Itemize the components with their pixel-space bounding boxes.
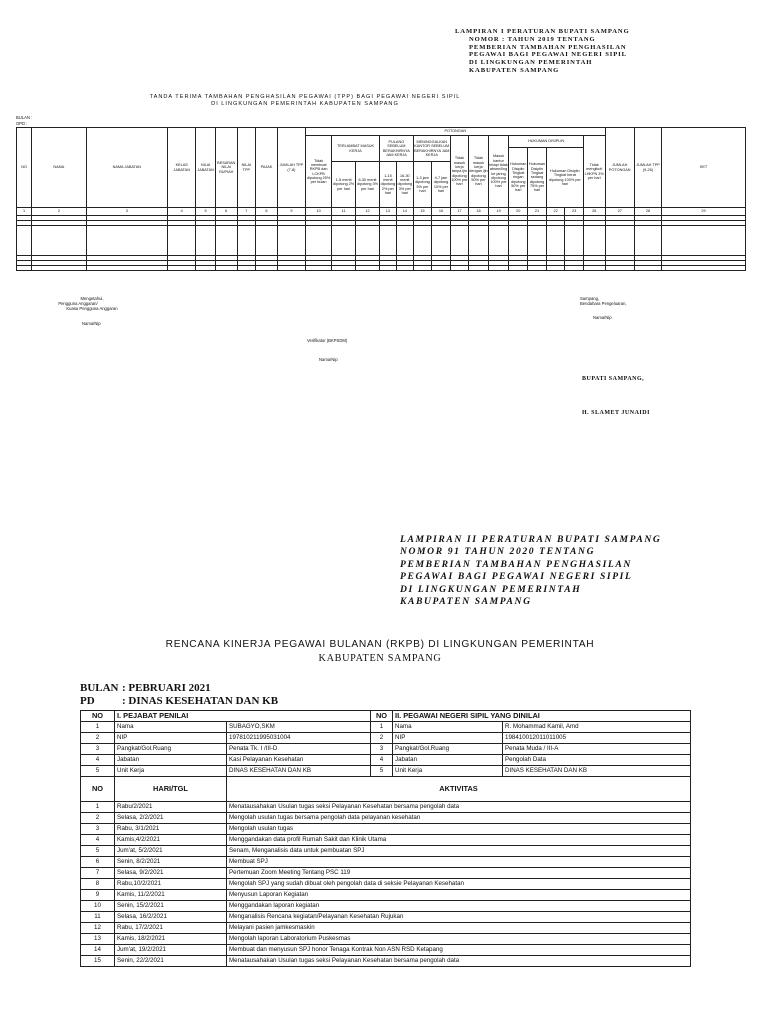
activity-row bbox=[81, 923, 691, 934]
column-number: 29 bbox=[662, 208, 746, 216]
column-number: 4 bbox=[168, 208, 196, 216]
blank-cell bbox=[379, 226, 396, 256]
rkpb-head-row bbox=[81, 711, 691, 722]
blank-cell bbox=[528, 226, 547, 256]
activity-date: Jum'at, 19/2/2021 bbox=[115, 945, 227, 956]
blank-cell bbox=[565, 226, 583, 256]
blank-cell bbox=[450, 226, 468, 256]
col-tidak-masuk: Tidak masuk kerja tanpa ijin dipotong 100% per hari bbox=[450, 136, 468, 208]
terlambat-header: TERLAMBAT MASUK KERJA bbox=[332, 136, 380, 162]
blank-cell bbox=[396, 226, 413, 256]
penilai-value: SUBAGYO,SKM bbox=[227, 722, 371, 733]
p1: 1-15 menit dipotong 2% per hari bbox=[379, 162, 396, 208]
activity-no: 3 bbox=[81, 824, 115, 835]
column-number: 23 bbox=[565, 208, 583, 216]
col-masuk-kantor: Masuk kantor tetapi tidak absen/ling ke jaring dipotong 100% per hari bbox=[488, 136, 509, 208]
dinilai-no: 5 bbox=[371, 766, 393, 777]
doc2-title-line: KABUPATEN SAMPANG bbox=[318, 652, 442, 664]
doc2-header-line: PEMBERIAN TAMBAHAN PENGHASILAN bbox=[400, 558, 632, 570]
col-tidak-upload: Tidak membuat RKPB dan LCKPB dipotong 25% per bulan bbox=[306, 136, 332, 208]
dinilai-no: 4 bbox=[371, 755, 393, 766]
column-number: 2 bbox=[32, 208, 86, 216]
penilai-no: 5 bbox=[81, 766, 115, 777]
dinilai-no: 3 bbox=[371, 744, 393, 755]
blank-cell bbox=[306, 226, 332, 256]
sign-right-line: Bendahara Pengeluaran, bbox=[580, 301, 627, 306]
penilai-label: Pangkat/Gol.Ruang bbox=[115, 744, 227, 755]
column-number: 13 bbox=[379, 208, 396, 216]
activity-text: Melayani pasien jamkesmaskin bbox=[227, 923, 691, 934]
activity-no: 14 bbox=[81, 945, 115, 956]
head-no: NO bbox=[81, 711, 115, 722]
blank-cell bbox=[583, 266, 605, 271]
sign-right-line: Sampang, bbox=[580, 296, 600, 301]
doc2-meta bbox=[80, 682, 278, 708]
blank-cell bbox=[277, 266, 305, 271]
blank-cell bbox=[306, 266, 332, 271]
column-number: 5 bbox=[196, 208, 216, 216]
activity-date: Rabu,10/2/2021 bbox=[115, 879, 227, 890]
verifikator-name: Nama/Nip bbox=[319, 357, 338, 362]
column-number: 28 bbox=[634, 208, 661, 216]
column-number: 20 bbox=[509, 208, 528, 216]
activity-date: Senin, 15/2/2021 bbox=[115, 901, 227, 912]
blank-cell bbox=[356, 226, 380, 256]
activity-text: Menatausahakan Usulan tugas seksi Pelayanan Kesehatan bersama pengolah data bbox=[227, 956, 691, 967]
dinilai-no: 1 bbox=[371, 722, 393, 733]
dinilai-value: 198410012011011005 bbox=[503, 733, 691, 744]
blank-cell bbox=[17, 266, 32, 271]
activity-no: 11 bbox=[81, 912, 115, 923]
col-besaran: BESARAN NILAI RUPIAH bbox=[215, 128, 237, 208]
head-hari: HARI/TGL bbox=[115, 777, 227, 802]
activity-text: Mengolah usulan tugas bbox=[227, 824, 691, 835]
activity-text: Membuat dan menyusun SPJ honor Tenaga Kontrak Non ASN RSD Ketapang bbox=[227, 945, 691, 956]
col-tidak-masuk2: Tidak masuk kerja dengan ijin dipotong 50% per hari bbox=[469, 136, 489, 208]
activity-row bbox=[81, 901, 691, 912]
blank-cell bbox=[396, 266, 413, 271]
activity-row bbox=[81, 835, 691, 846]
sign-left-line: Kuasa Pengguna Anggaran bbox=[66, 306, 118, 311]
dinilai-label: Jabatan bbox=[393, 755, 503, 766]
col-ket: KET bbox=[662, 128, 746, 208]
head-penilai: I. PEJABAT PENILAI bbox=[115, 711, 371, 722]
tpp-table bbox=[16, 127, 746, 271]
penilai-value: 197810211995031004 bbox=[227, 733, 371, 744]
h1: Hukuman Disiplin Tingkat ringan dipotong 50% per hari bbox=[509, 148, 528, 208]
blank-cell bbox=[86, 226, 168, 256]
sign-left-line: Mengetahui, bbox=[80, 296, 104, 301]
activity-date: Kamis, 18/2/2021 bbox=[115, 934, 227, 945]
column-number: 17 bbox=[450, 208, 468, 216]
doc2-header-line: LAMPIRAN II PERATURAN BUPATI SAMPANG bbox=[400, 534, 662, 545]
head-no2: NO bbox=[371, 711, 393, 722]
sign-left-line: Pengguna Anggaran/ bbox=[58, 301, 98, 306]
penilai-label: Unit Kerja bbox=[115, 766, 227, 777]
col-kelas: KELAS JABATAN bbox=[168, 128, 196, 208]
column-number: 26 bbox=[583, 208, 605, 216]
blank-cell bbox=[432, 266, 450, 271]
blank-cell bbox=[469, 226, 489, 256]
sign-right bbox=[580, 296, 627, 306]
dinilai-label: Pangkat/Gol.Ruang bbox=[393, 744, 503, 755]
activity-row bbox=[81, 857, 691, 868]
col-tidak-mengikuti: Tidak mengikuti LHKPN 3% per hari bbox=[583, 136, 605, 208]
blank-cell bbox=[196, 266, 216, 271]
doc2-header-line: KABUPATEN SAMPANG bbox=[400, 596, 532, 608]
penilai-label: NIP bbox=[115, 733, 227, 744]
pd-value: : DINAS KESEHATAN DAN KB bbox=[122, 695, 279, 707]
blank-cell bbox=[634, 226, 661, 256]
activity-head-row bbox=[81, 777, 691, 802]
pd-label: PD bbox=[80, 695, 95, 707]
doc1-title-line: TANDA TERIMA TAMBAHAN PENGHASILAN PEGAWAI (TPP) BAGI PEGAWAI NEGERI SIPIL bbox=[149, 94, 461, 100]
activity-no: 6 bbox=[81, 857, 115, 868]
doc1-title-line: DI LINGKUNGAN PEMERINTAH KABUPATEN SAMPANG bbox=[211, 101, 399, 107]
activity-row bbox=[81, 824, 691, 835]
activity-row bbox=[81, 813, 691, 824]
blank-cell bbox=[237, 266, 255, 271]
activity-text: Menatausahakan Usulan tugas seksi Pelayanan Kesehatan bersama pengolah data bbox=[227, 802, 691, 813]
blank-cell bbox=[332, 266, 356, 271]
doc1-header bbox=[455, 28, 655, 75]
activity-row bbox=[81, 912, 691, 923]
blank-cell bbox=[168, 266, 196, 271]
activity-no: 12 bbox=[81, 923, 115, 934]
activity-row bbox=[81, 934, 691, 945]
verifikator: Verifikator (BKPSDM) bbox=[307, 338, 348, 343]
blank-cell bbox=[605, 226, 634, 256]
activity-text: Menyusun Laporan Kegiatan bbox=[227, 890, 691, 901]
col-jabatan: NAMA JABATAN bbox=[86, 128, 168, 208]
activity-date: Senin, 8/2/2021 bbox=[115, 857, 227, 868]
blank-cell bbox=[469, 266, 489, 271]
col-nama: NAMA bbox=[32, 128, 86, 208]
blank-cell bbox=[528, 266, 547, 271]
blank-cell bbox=[413, 226, 431, 256]
col-jumlah-potongan: JUMLAH POTONGAN bbox=[605, 128, 634, 208]
column-number: 27 bbox=[605, 208, 634, 216]
dinilai-no: 2 bbox=[371, 733, 393, 744]
col-jumlah-tpp: JUMLAH TPP (7-8) bbox=[277, 128, 305, 208]
blank-cell bbox=[662, 226, 746, 256]
activity-row bbox=[81, 879, 691, 890]
activity-date: Senin, 22/2/2021 bbox=[115, 956, 227, 967]
column-number: 10 bbox=[306, 208, 332, 216]
activity-text: Pertemuan Zoom Meeting Tentang PSC 119 bbox=[227, 868, 691, 879]
blank-cell bbox=[32, 226, 86, 256]
activity-date: Kamis,4/2/2021 bbox=[115, 835, 227, 846]
penilai-value: DINAS KESEHATAN DAN KB bbox=[227, 766, 371, 777]
doc1-header-line: KABUPATEN SAMPANG bbox=[469, 66, 560, 74]
penilai-label: Jabatan bbox=[115, 755, 227, 766]
head-no3: NO bbox=[81, 777, 115, 802]
blank-cell bbox=[509, 266, 528, 271]
m2: 4-7 jam dipotong 10% per hari bbox=[432, 162, 450, 208]
activity-row bbox=[81, 846, 691, 857]
blank-cell bbox=[277, 226, 305, 256]
pulang-header: PULANG SEBELUM BERAKHIRNYA JAM KERJA bbox=[379, 136, 413, 162]
column-number: 8 bbox=[256, 208, 278, 216]
column-number: 15 bbox=[413, 208, 431, 216]
activity-text: Senam, Menganalisis data untuk pembuatan SPJ bbox=[227, 846, 691, 857]
blank-cell bbox=[413, 266, 431, 271]
m1: 1-3 jam dipotong 5% per hari bbox=[413, 162, 431, 208]
blank-cell bbox=[32, 266, 86, 271]
col-nilai-tpp: NILAI TPP bbox=[237, 128, 255, 208]
penilai-value: Kasi Pelayanan Kesehatan bbox=[227, 755, 371, 766]
sign-left-name: Nama/Nip bbox=[82, 321, 101, 326]
column-number: 3 bbox=[86, 208, 168, 216]
head-aktivitas: AKTIVITAS bbox=[227, 777, 691, 802]
blank-cell bbox=[634, 266, 661, 271]
activity-date: Selasa, 2/2/2021 bbox=[115, 813, 227, 824]
col-jumlah-tpp2: JUMLAH TPP (9-26) bbox=[634, 128, 661, 208]
column-number: 22 bbox=[546, 208, 564, 216]
activity-no: 10 bbox=[81, 901, 115, 912]
rkpb-table bbox=[80, 710, 691, 967]
activity-date: Rabu/2/2021 bbox=[115, 802, 227, 813]
blank-cell bbox=[332, 226, 356, 256]
activity-row bbox=[81, 890, 691, 901]
bulan-value: : PEBRUARI 2021 bbox=[122, 682, 211, 694]
blank-cell bbox=[356, 266, 380, 271]
activity-row bbox=[81, 945, 691, 956]
doc1-bulan-label: BULAN : bbox=[16, 115, 33, 120]
bupati-name: H. SLAMET JUNAIDI bbox=[582, 410, 650, 416]
penilai-no: 4 bbox=[81, 755, 115, 766]
blank-cell bbox=[215, 226, 237, 256]
activity-text: Mengolah laporan Laboratorium Puskesmas bbox=[227, 934, 691, 945]
blank-cell bbox=[17, 226, 32, 256]
column-number: 11 bbox=[332, 208, 356, 216]
doc2-title-line: RENCANA KINERJA PEGAWAI BULANAN (RKPB) DI LINGKUNGAN PEMERINTAH bbox=[165, 639, 595, 650]
activity-row bbox=[81, 868, 691, 879]
hukuman-header: HUKUMAN DISIPLIN bbox=[509, 136, 583, 148]
column-number: 6 bbox=[215, 208, 237, 216]
head-dinilai: II. PEGAWAI NEGERI SIPIL YANG DINILAI bbox=[393, 711, 691, 722]
blank-cell bbox=[488, 266, 509, 271]
col-pajak: PAJAK bbox=[256, 128, 278, 208]
column-number: 12 bbox=[356, 208, 380, 216]
blank-cell bbox=[546, 266, 564, 271]
h3: Hukuman Disiplin Tingkat berat dipotong 100% per hari bbox=[546, 148, 583, 208]
column-number: 21 bbox=[528, 208, 547, 216]
identity-row bbox=[81, 722, 691, 733]
blank-cell bbox=[583, 226, 605, 256]
activity-text: Membuat SPJ bbox=[227, 857, 691, 868]
blank-cell bbox=[565, 266, 583, 271]
activity-row bbox=[81, 802, 691, 813]
blank-cell bbox=[215, 266, 237, 271]
activity-row bbox=[81, 956, 691, 967]
column-number: 14 bbox=[396, 208, 413, 216]
activity-date: Rabu, 17/2/2021 bbox=[115, 923, 227, 934]
penilai-no: 3 bbox=[81, 744, 115, 755]
column-number: 1 bbox=[17, 208, 32, 216]
activity-no: 2 bbox=[81, 813, 115, 824]
penilai-label: Nama bbox=[115, 722, 227, 733]
blank-cell bbox=[662, 266, 746, 271]
identity-row bbox=[81, 744, 691, 755]
activity-no: 9 bbox=[81, 890, 115, 901]
activity-date: Jum'at, 5/2/2021 bbox=[115, 846, 227, 857]
activity-no: 8 bbox=[81, 879, 115, 890]
doc1-header-line: NOMOR : TAHUN 2019 TENTANG bbox=[469, 35, 596, 43]
doc2-header-line: PEGAWAI BAGI PEGAWAI NEGERI SIPIL bbox=[400, 571, 633, 583]
dinilai-label: NIP bbox=[393, 733, 503, 744]
blank-cell bbox=[196, 226, 216, 256]
activity-no: 1 bbox=[81, 802, 115, 813]
column-number-row bbox=[17, 208, 746, 216]
t2: 6-30 menit dipotong 3% per hari bbox=[356, 162, 380, 208]
activity-no: 4 bbox=[81, 835, 115, 846]
blank-cell bbox=[546, 226, 564, 256]
blank-cell bbox=[509, 226, 528, 256]
doc1-title bbox=[0, 94, 610, 108]
activity-text: Menggandakan laporan kegiatan bbox=[227, 901, 691, 912]
dinilai-value: DINAS KESEHATAN DAN KB bbox=[503, 766, 691, 777]
doc2-title bbox=[100, 638, 660, 665]
potongan-header: POTONGAN bbox=[306, 128, 606, 136]
identity-row bbox=[81, 766, 691, 777]
col-no: NO bbox=[17, 128, 32, 208]
bulan-label: BULAN bbox=[80, 682, 119, 694]
penilai-no: 1 bbox=[81, 722, 115, 733]
penilai-no: 2 bbox=[81, 733, 115, 744]
blank-cell bbox=[86, 266, 168, 271]
dinilai-value: R. Mohammad Kamil, Amd bbox=[503, 722, 691, 733]
dinilai-label: Nama bbox=[393, 722, 503, 733]
sign-left bbox=[58, 296, 122, 311]
doc2-header bbox=[400, 534, 665, 608]
column-number: 18 bbox=[469, 208, 489, 216]
activity-date: Kamis, 11/2/2021 bbox=[115, 890, 227, 901]
column-number: 19 bbox=[488, 208, 509, 216]
bupati-title: BUPATI SAMPANG, bbox=[582, 376, 645, 382]
p2: 16-30 menit dipotong 3% per hari bbox=[396, 162, 413, 208]
blank-cell bbox=[450, 266, 468, 271]
activity-date: Selasa, 16/2/2021 bbox=[115, 912, 227, 923]
blank-cell bbox=[605, 266, 634, 271]
blank-cell bbox=[379, 266, 396, 271]
blank-cell bbox=[237, 226, 255, 256]
activity-no: 5 bbox=[81, 846, 115, 857]
sign-right-name: Nama/Nip bbox=[593, 315, 612, 320]
identity-row bbox=[81, 733, 691, 744]
doc1-header-line: LAMPIRAN I PERATURAN BUPATI SAMPANG bbox=[455, 28, 630, 35]
activity-date: Selasa, 9/2/2021 bbox=[115, 868, 227, 879]
activity-text: Menganalisis Rencana kegiatan/Pelayanan Kesehatan Rujukan bbox=[227, 912, 691, 923]
doc2-header-line: NOMOR 91 TAHUN 2020 TENTANG bbox=[400, 546, 596, 558]
activity-no: 15 bbox=[81, 956, 115, 967]
blank-cell bbox=[256, 226, 278, 256]
h2: Hukuman Disiplin Tingkat sedang dipotong 75% per hari bbox=[528, 148, 547, 208]
column-number: 7 bbox=[237, 208, 255, 216]
t1: 1-5 menit dipotong 2% per hari bbox=[332, 162, 356, 208]
column-number: 9 bbox=[277, 208, 305, 216]
activity-text: Mengolah usulan tugas bersama pengolah data pelayanan kesehatan bbox=[227, 813, 691, 824]
penilai-value: Penata Tk. I /III-D bbox=[227, 744, 371, 755]
meninggalkan-header: MENINGGALKAN KANTOR SEBELUM BERAKHIRNYA JAM KERJA bbox=[413, 136, 450, 162]
doc1-header-line: DI LINGKUNGAN PEMERINTAH bbox=[469, 59, 593, 67]
blank-cell bbox=[168, 226, 196, 256]
activity-no: 7 bbox=[81, 868, 115, 879]
identity-row bbox=[81, 755, 691, 766]
activity-no: 13 bbox=[81, 934, 115, 945]
dinilai-value: Penata Muda / III-A bbox=[503, 744, 691, 755]
activity-date: Rabu, 3/1/2021 bbox=[115, 824, 227, 835]
dinilai-value: Pengolah Data bbox=[503, 755, 691, 766]
blank-cell bbox=[488, 226, 509, 256]
doc1-header-line: PEGAWAI BAGI PEGAWAI NEGERI SIPIL bbox=[469, 51, 627, 59]
doc1-opd-label: OPD : bbox=[16, 121, 28, 126]
doc1-header-line: PEMBERIAN TAMBAHAN PENGHASILAN bbox=[469, 43, 627, 51]
activity-text: Menggandakan data profil Rumah Sakit dan Klinik Utama bbox=[227, 835, 691, 846]
doc2-header-line: DI LINGKUNGAN PEMERINTAH bbox=[400, 583, 582, 595]
column-number: 16 bbox=[432, 208, 450, 216]
activity-text: Mengolah SPJ yang sudah dibuat oleh pengolah data di seksie Pelayanan Kesehatan bbox=[227, 879, 691, 890]
blank-cell bbox=[256, 266, 278, 271]
col-nilai: NILAI JABATAN bbox=[196, 128, 216, 208]
dinilai-label: Unit Kerja bbox=[393, 766, 503, 777]
blank-cell bbox=[432, 226, 450, 256]
